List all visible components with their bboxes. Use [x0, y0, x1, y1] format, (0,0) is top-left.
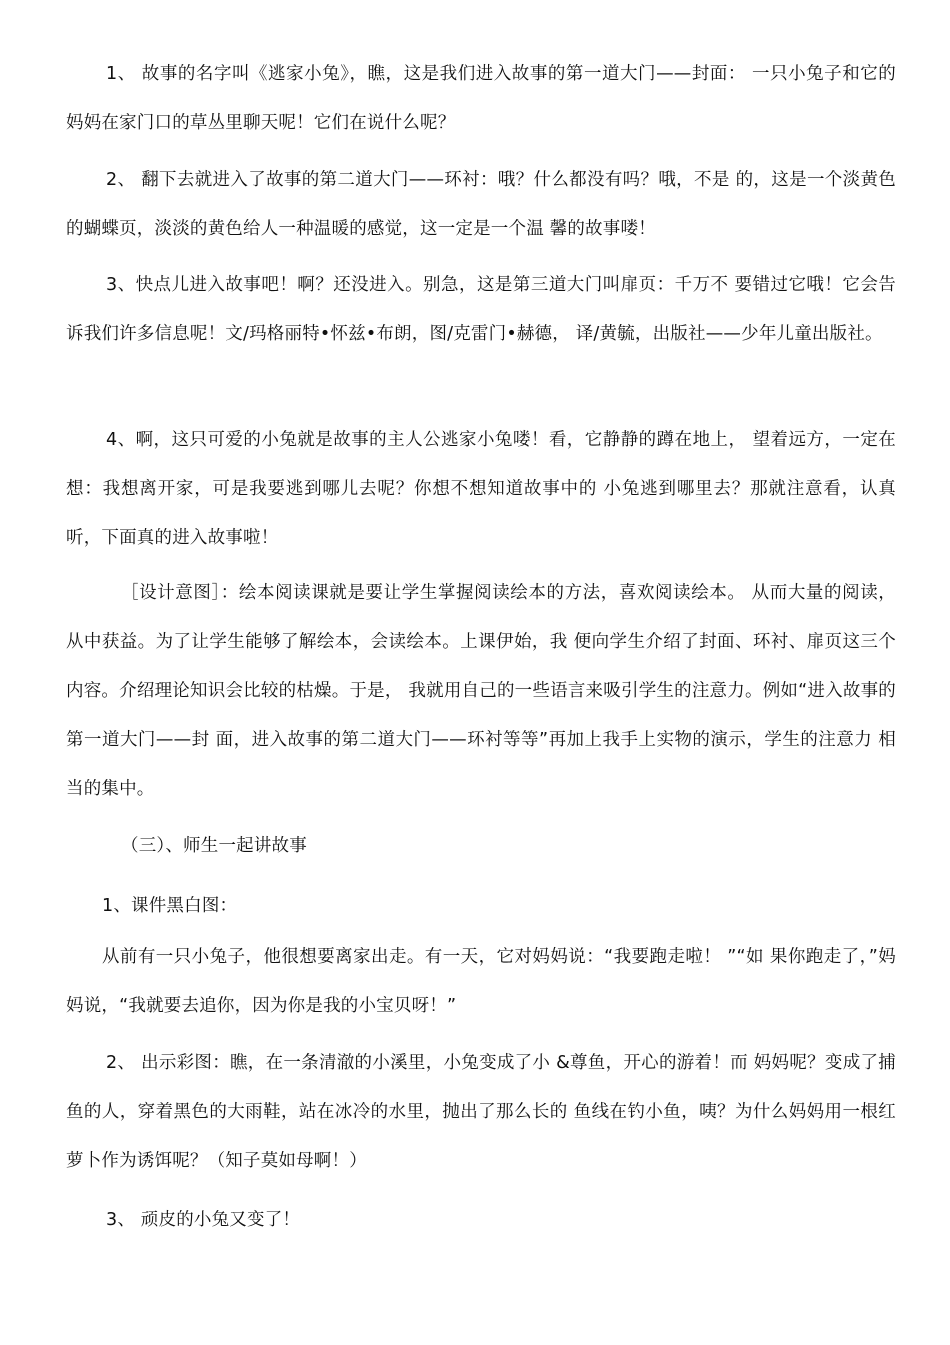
section-heading: （三）、师生一起讲故事 — [121, 836, 307, 856]
paragraph-cover: 1、 故事的名字叫《逃家小兔》，瞧，这是我们进入故事的第一道大门——封面： 一只小兔子和它的妈妈在家门口的草丛里聊天呢！它们在说什么呢？ — [66, 64, 896, 133]
paragraph-color-image: 2、 出示彩图：瞧，在一条清澈的小溪里，小兔变成了小 &尊鱼，开心的游着！而 妈妈呢？变成了捕鱼的人，穿着黑色的大雨鞋，站在冰冷的水里，抛出了那么长的 鱼线在钓小鱼，咦？为什么妈妈用一根红萝卜作为诱饵呢？（知子莫如母啊！） — [66, 1053, 896, 1171]
paragraph-bw-image: 1、课件黑白图： — [102, 896, 238, 916]
paragraph-rabbit-changes: 3、 顽皮的小兔又变了！ — [106, 1210, 301, 1230]
paragraph-story-opening: 从前有一只小兔子，他很想要离家出走。有一天，它对妈妈说：“我要跑走啦！ ”“如 果你跑走了，”妈妈说，“我就要去追你，因为你是我的小宝贝呀！” — [66, 947, 896, 1016]
paragraph-endpaper: 2、 翻下去就进入了故事的第二道大门——环衬：哦？什么都没有吗？哦，不是 的，这是一个淡黄色的蝴蝶页，淡淡的黄色给人一种温暖的感觉，这一定是一个温 馨的故事喽！ — [66, 170, 896, 239]
paragraph-protagonist: 4、啊，这只可爱的小兔就是故事的主人公逃家小兔喽！看，它静静的蹲在地上， 望着远方，一定在想：我想离开家，可是我要逃到哪儿去呢？你想不想知道故事中的 小兔逃到哪里去？那就注意看，认真听，下面真的进入故事啦！ — [66, 430, 896, 548]
paragraph-title-page: 3、快点儿进入故事吧！啊？还没进入。别急，这是第三道大门叫扉页：千万不 要错过它哦！它会告诉我们许多信息呢！文/玛格丽特•怀兹•布朗，图/克雷门•赫德， 译/黄毓，出版社——少年儿童出版社。 — [66, 275, 896, 344]
paragraph-design-intent: ［设计意图］：绘本阅读课就是要让学生掌握阅读绘本的方法，喜欢阅读绘本。 从而大量的阅读，从中获益。为了让学生能够了解绘本，会读绘本。上课伊始，我 便向学生介绍了封面、环衬、扉页这三个内容。介绍理论知识会比较的枯燥。于是， 我就用自己的一些语言来吸引学生的注意力。例如“进入故事的第一道大门——封 面，进入故事的第二道大门——环衬等等”再加上我手上实物的演示，学生的注意力 相当的集中。 — [66, 583, 896, 799]
